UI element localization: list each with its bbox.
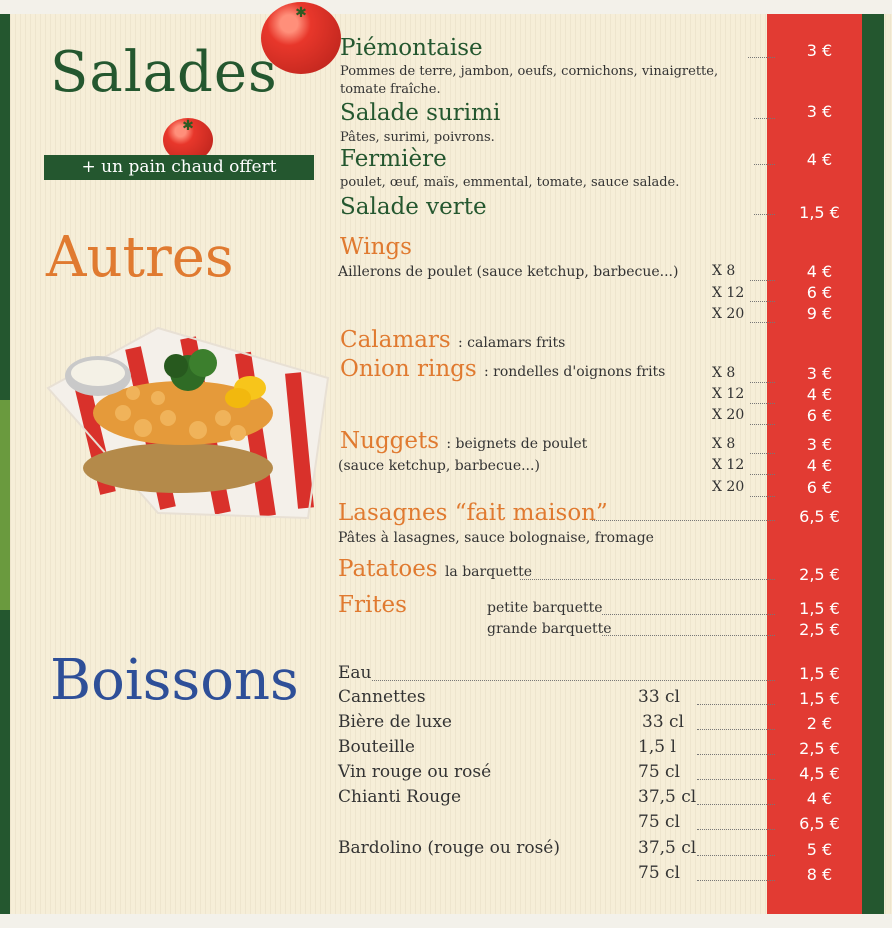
price-wings-x8: 4 € [806,262,833,281]
tomato-icon: ✱ [261,2,341,74]
item-calamars-name: Calamars [340,327,451,353]
section-title-boissons: Boissons [50,648,299,713]
price-biere: 2 € [806,714,833,733]
item-calamars-desc: : calamars frits [458,335,566,351]
right-green-border [862,14,884,914]
item-onion-rings-desc: : rondelles d'oignons frits [484,364,666,380]
portion-size: X 8 [712,365,736,381]
leader-dots [697,880,775,881]
price-fermiere: 4 € [806,150,833,169]
item-calamars [340,327,565,353]
drink-volume: 75 cl [638,762,680,782]
price-salade-surimi: 3 € [806,102,833,121]
drink-volume: 75 cl [638,812,680,832]
portion-size: X 20 [712,407,745,423]
leader-dots [697,754,775,755]
frites-small-label: petite barquette [487,600,603,616]
price-onion-x20: 6 € [806,406,833,425]
item-description: poulet, œuf, maïs, emmental, tomate, sauce salade. [340,175,680,190]
leader-dots [697,779,775,780]
drink-chianti: Chianti Rouge [338,787,462,807]
tomato-icon: ✱ [163,118,213,162]
fried-food-basket-image [38,318,330,523]
leader-dots [697,804,775,805]
item-salade-surimi: Salade surimi [340,100,501,126]
item-patatoes-name: Patatoes [338,556,438,582]
price-onion-x12: 4 € [806,385,833,404]
drink-vin: Vin rouge ou rosé [338,762,492,782]
item-description: Pommes de terre, jambon, oeufs, cornichons, vinaigrette, [340,64,719,79]
item-patatoes-desc: la barquette [444,564,533,580]
item-description: (sauce ketchup, barbecue...) [338,458,540,474]
item-nuggets-desc: : beignets de poulet [446,436,588,452]
item-nuggets-name: Nuggets [340,428,440,454]
price-cannettes: 1,5 € [799,689,840,708]
leader-dots [697,829,775,830]
price-chianti-75: 6,5 € [799,814,840,833]
drink-bardolino: Bardolino (rouge ou rosé) [338,838,560,858]
item-description: tomate fraîche. [340,82,441,97]
free-bread-banner: + un pain chaud offert [44,155,314,180]
item-description: Pâtes à lasagnes, sauce bolognaise, fromage [338,530,654,546]
item-description: Aillerons de poulet (sauce ketchup, barbecue...) [338,264,679,280]
item-wings: Wings [340,234,412,260]
portion-size: X 12 [712,386,745,402]
leader-dots [602,635,775,636]
price-bardolino-37: 5 € [806,840,833,859]
price-wings-x20: 9 € [806,304,833,323]
price-lasagnes: 6,5 € [799,507,840,526]
price-nuggets-x8: 3 € [806,435,833,454]
drink-biere-de-luxe: Bière de luxe [338,712,452,732]
price-frites-small: 1,5 € [799,599,840,618]
section-title-salades: Salades [50,40,278,105]
portion-size: X 20 [712,306,745,322]
price-piemontaise: 3 € [806,41,833,60]
price-frites-large: 2,5 € [799,620,840,639]
price-bardolino-75: 8 € [806,865,833,884]
lettuce-leaf-decoration [0,400,10,610]
drink-volume: 1,5 l [638,737,676,757]
price-bouteille: 2,5 € [799,739,840,758]
leader-dots [372,680,775,681]
frites-large-label: grande barquette [487,621,612,637]
price-wings-x12: 6 € [806,283,833,302]
leader-dots [592,520,775,521]
drink-cannettes: Cannettes [338,687,426,707]
leader-dots [602,614,775,615]
leader-dots [697,855,775,856]
price-nuggets-x20: 6 € [806,478,833,497]
item-onion-rings-name: Onion rings [340,356,477,382]
drink-volume: 33 cl [638,687,680,707]
item-patatoes [338,556,532,582]
portion-size: X 20 [712,479,745,495]
item-piemontaise: Piémontaise [340,35,483,61]
drink-volume: 37,5 cl [638,787,697,807]
item-frites: Frites [338,592,407,618]
item-nuggets [340,428,587,454]
drink-volume: 37,5 cl [638,838,697,858]
portion-size: X 8 [712,436,736,452]
price-patatoes: 2,5 € [799,565,840,584]
leader-dots [520,579,775,580]
drink-volume: 33 cl [642,712,684,732]
section-title-autres: Autres [46,225,234,290]
item-fermiere: Fermière [340,146,447,172]
price-vin: 4,5 € [799,764,840,783]
price-chianti-37: 4 € [806,789,833,808]
drink-volume: 75 cl [638,863,680,883]
item-lasagnes: Lasagnes “fait maison” [338,500,608,526]
item-salade-verte: Salade verte [340,194,487,220]
price-onion-x8: 3 € [806,364,833,383]
price-salade-verte: 1,5 € [799,203,840,222]
portion-size: X 8 [712,263,736,279]
item-description: Pâtes, surimi, poivrons. [340,130,495,145]
portion-size: X 12 [712,457,745,473]
leader-dots [697,729,775,730]
portion-size: X 12 [712,285,745,301]
price-nuggets-x12: 4 € [806,456,833,475]
price-eau: 1,5 € [799,664,840,683]
item-onion-rings [340,356,665,382]
drink-bouteille: Bouteille [338,737,415,757]
drink-eau: Eau [338,663,372,683]
leader-dots [697,704,775,705]
